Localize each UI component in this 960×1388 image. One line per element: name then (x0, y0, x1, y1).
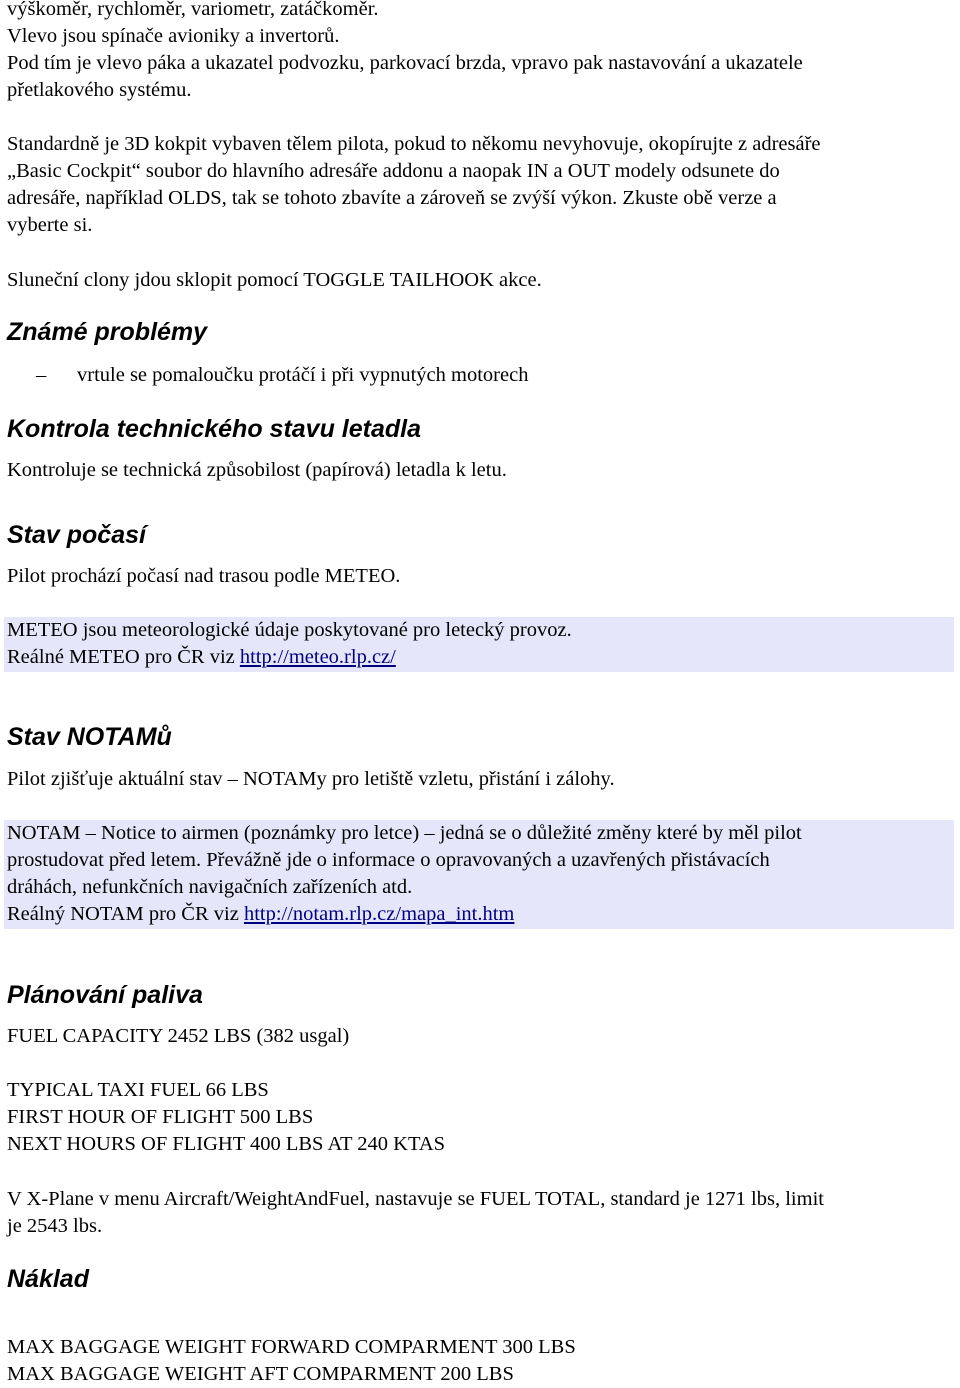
meteo-link-prefix: Reálné METEO pro ČR viz (7, 646, 240, 668)
notam-link-prefix: Reálný NOTAM pro ČR viz (7, 903, 244, 925)
weather-heading: Stav počasí (7, 521, 146, 549)
cargo-aft: MAX BAGGAGE WEIGHT AFT COMPARMENT 200 LBS (7, 1363, 514, 1385)
tech-check-heading: Kontrola technického stavu letadla (7, 415, 421, 443)
notam-link-line (7, 901, 514, 928)
fuel-taxi: TYPICAL TAXI FUEL 66 LBS (7, 1079, 269, 1101)
fuel-next-hours: NEXT HOURS OF FLIGHT 400 LBS AT 240 KTAS (7, 1133, 446, 1155)
intro-line-1: výškoměr, rychloměr, variometr, zatáčkoměr. (7, 0, 379, 20)
known-problems-heading: Známé problémy (7, 318, 208, 346)
cargo-heading: Náklad (7, 1265, 89, 1293)
intro-line-4: přetlakového systému. (7, 79, 192, 101)
intro-line-2: Vlevo jsou spínače avioniky a invertorů. (7, 25, 340, 47)
tech-check-text: Kontroluje se technická způsobilost (papírová) letadla k letu. (7, 459, 507, 481)
fuel-first-hour: FIRST HOUR OF FLIGHT 500 LBS (7, 1106, 314, 1128)
cockpit-line-1: Standardně je 3D kokpit vybaven tělem pilota, pokud to někomu nevyhovuje, okopírujte z adresáře (7, 133, 821, 155)
cockpit-line-2: „Basic Cockpit“ soubor do hlavního adresáře addonu a naopak IN a OUT modely odsunete do (7, 160, 780, 182)
notam-link[interactable]: http://notam.rlp.cz/mapa_int.htm (243, 903, 515, 925)
bullet-dash: – (36, 364, 47, 386)
cockpit-line-3: adresáře, například OLDS, tak se tohoto zbavíte a zároveň se zvýší výkon. Zkuste obě verze a (7, 187, 777, 209)
known-problem-item: vrtule se pomaloučku protáčí i při vypnutých motorech (77, 364, 529, 386)
notam-text: Pilot zjišťuje aktuální stav – NOTAMy pro letiště vzletu, přistání i zálohy. (7, 768, 615, 790)
notam-heading: Stav NOTAMů (7, 723, 172, 751)
cargo-forward: MAX BAGGAGE WEIGHT FORWARD COMPARMENT 300 LBS (7, 1336, 576, 1358)
fuel-heading: Plánování paliva (7, 981, 203, 1009)
meteo-link[interactable]: http://meteo.rlp.cz/ (239, 646, 396, 668)
meteo-note-line: METEO jsou meteorologické údaje poskytované pro letecký provoz. (7, 619, 572, 641)
xplane-note-line-1: V X-Plane v menu Aircraft/WeightAndFuel, nastavuje se FUEL TOTAL, standard je 1271 lbs, limit (7, 1188, 824, 1210)
intro-line-3: Pod tím je vlevo páka a ukazatel podvozku, parkovací brzda, vpravo pak nastavování a ukazatele (7, 52, 803, 74)
notam-note-line-2: prostudovat před letem. Převážně jde o informace o opravovaných a uzavřených přistávacích (7, 849, 770, 871)
fuel-capacity: FUEL CAPACITY 2452 LBS (382 usgal) (7, 1025, 350, 1047)
sunshade-text: Sluneční clony jdou sklopit pomocí TOGGLE TAILHOOK akce. (7, 269, 542, 291)
notam-note-line-3: dráhách, nefunkčních navigačních zařízeních atd. (7, 876, 413, 898)
weather-text: Pilot prochází počasí nad trasou podle METEO. (7, 565, 401, 587)
notam-note-line-1: NOTAM – Notice to airmen (poznámky pro letce) – jedná se o důležité změny které by měl pilot (7, 822, 802, 844)
cockpit-line-4: vyberte si. (7, 214, 93, 236)
meteo-link-line (7, 644, 396, 671)
xplane-note-line-2: je 2543 lbs. (7, 1215, 103, 1237)
